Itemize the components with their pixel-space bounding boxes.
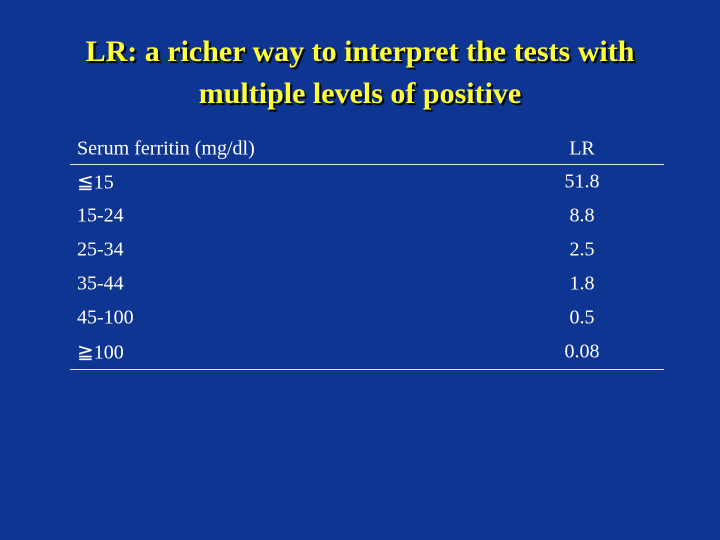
table-header-row xyxy=(70,134,664,165)
table-row xyxy=(70,335,664,370)
ferritin-range-cell: 45-100 xyxy=(77,306,134,329)
column-header-serum-ferritin: Serum ferritin (mg/dl) xyxy=(77,137,255,160)
lr-value-cell: 1.8 xyxy=(569,272,595,295)
table-row xyxy=(70,233,664,267)
ferritin-range-cell: 15-24 xyxy=(77,204,124,227)
lr-value-cell: 8.8 xyxy=(569,204,595,227)
lr-value-cell: 0.5 xyxy=(569,306,595,329)
column-header-lr: LR xyxy=(569,137,595,160)
table-row xyxy=(70,267,664,301)
lr-value-cell: 51.8 xyxy=(564,170,600,193)
slide-title-line-1: LR: a richer way to interpret the tests with xyxy=(85,35,635,68)
table-row xyxy=(70,301,664,335)
ferritin-range-cell: 35-44 xyxy=(77,272,124,295)
table-row xyxy=(70,165,664,199)
lr-value-cell: 2.5 xyxy=(569,238,595,261)
slide-title-line-2: multiple levels of positive xyxy=(198,77,522,110)
ferritin-lr-table xyxy=(70,134,664,370)
ferritin-range-cell: 25-34 xyxy=(77,238,124,261)
ferritin-range-cell: ≦15 xyxy=(77,171,114,194)
lr-value-cell: 0.08 xyxy=(564,340,600,363)
slide-title xyxy=(0,31,720,115)
ferritin-range-cell: ≧100 xyxy=(77,341,124,364)
table-row xyxy=(70,199,664,233)
